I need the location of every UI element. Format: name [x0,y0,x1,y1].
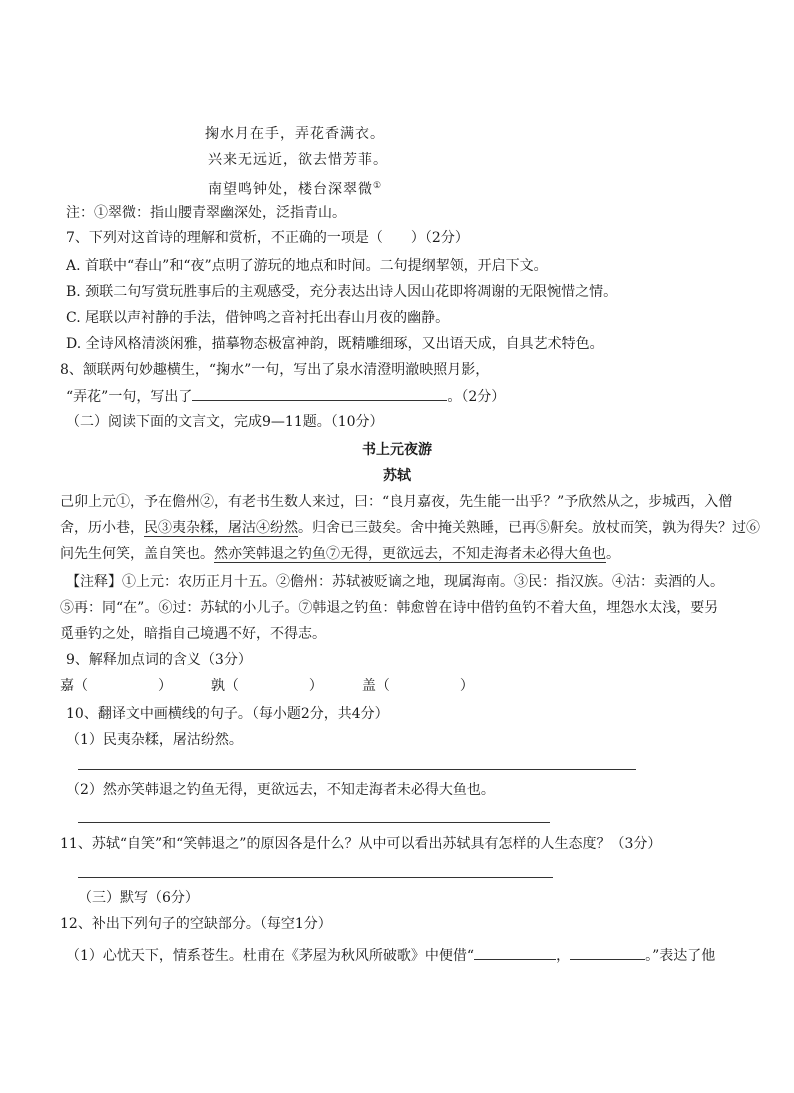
question-12: 12、补出下列句子的空缺部分。（每空1分） [60,916,332,932]
q7-option-b: B. 颈联二句写赏玩胜事后的主观感受，充分表达出诗人因山花即将凋谢的无限惋惜之情。 [66,284,618,300]
q9-items: 嘉（ ） 孰（ ） 盖（ ） [60,678,474,694]
answer-line[interactable] [78,822,550,823]
question-8-cont: “弄花”一句，写出了 。（2分） [66,386,505,407]
section-2-heading: （二）阅读下面的文言文，完成9—11题。（10分） [66,414,384,430]
answer-blank[interactable] [474,945,556,960]
passage-notes: 【注释】①上元：农历正月十五。②儋州：苏轼被贬谪之地，现属海南。③民：指汉族。④沽：卖酒的人。 [66,574,724,590]
q7-option-a: A. 首联中“春山”和“夜”点明了游玩的地点和时间。二句提纲挈领，开启下文。 [66,258,548,274]
poem-annotation: 注：①翠微：指山腰青翠幽深处，泛指青山。 [66,205,346,221]
q10-sentence-1: （1）民夷杂糅，屠沽纷然。 [66,732,243,748]
poem-line: 兴来无远近，欲去惜芳菲。 [208,152,388,168]
q12-item-1: （1）心忧天下，情系苍生。杜甫在《茅屋为秋风所破歌》中便借“ ， 。”表达了他 [66,945,715,966]
passage-line: 己卯上元①，予在儋州②，有老书生数人来过，曰：“良月嘉夜，先生能一出乎？”予欣然从之，步城西，入僧 [60,494,733,510]
passage-title: 书上元夜游 [362,442,432,458]
q7-option-c: C. 尾联以声衬静的手法，借钟鸣之音衬托出春山月夜的幽静。 [66,310,450,326]
poem-line: 掬水月在手，弄花香满衣。 [205,126,385,142]
passage-author: 苏轼 [383,468,411,484]
answer-blank[interactable] [192,386,447,401]
answer-blank[interactable] [570,945,645,960]
question-7: 7、下列对这首诗的理解和赏析，不正确的一项是（ ）（2分） [66,230,469,246]
section-3-heading: （三）默写（6分） [78,890,199,906]
passage-notes: ⑤再：同“在”。⑥过：苏轼的小儿子。⑦韩退之钓鱼：韩愈曾在诗中借钓鱼钓不着大鱼，埋怨水太浅，要另 [60,600,719,616]
passage-notes: 觅垂钓之处，暗指自己境遇不好，不得志。 [60,626,326,642]
poem-line: 南望鸣钟处，楼台深翠微① [208,181,383,198]
answer-line[interactable] [78,769,636,770]
q7-option-d: D. 全诗风格清淡闲雅，描摹物态极富神韵，既精雕细琢，又出语天成，自具艺术特色。 [66,336,604,352]
passage-line: 舍，历小巷，民③夷杂糅，屠沽④纷然。归舍已三鼓矣。舍中掩关熟睡，已再⑤鼾矣。放杖而笑，孰为得失？过⑥ [60,520,760,536]
question-11: 11、苏轼“自笑”和“笑韩退之”的原因各是什么？从中可以看出苏轼具有怎样的人生态度？（3分） [60,836,662,852]
question-10: 10、翻译文中画横线的句子。（每小题2分，共4分） [66,706,389,722]
question-9: 9、解释加点词的含义（3分） [66,652,252,668]
passage-line: 问先生何笑，盖自笑也。然亦笑韩退之钓鱼⑦无得，更欲远去，不知走海者未必得大鱼也。 [60,546,620,562]
answer-line[interactable] [78,877,553,878]
q10-sentence-2: （2）然亦笑韩退之钓鱼无得，更欲远去，不知走海者未必得大鱼也。 [66,782,495,798]
question-8: 8、颔联两句妙趣横生，“掬水”一句，写出了泉水清澄明澈映照月影， [60,362,490,378]
